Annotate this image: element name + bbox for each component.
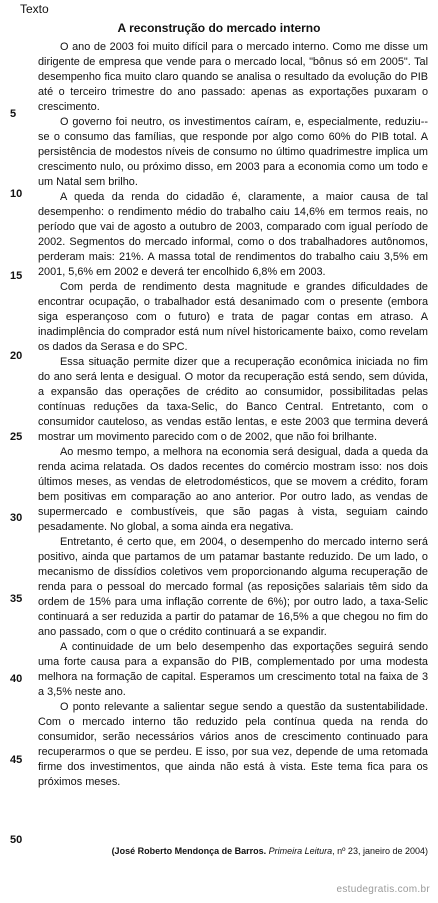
line-number: 35 [10,593,23,605]
paragraph: Essa situação permite dizer que a recuperação econômica iniciada no fim do ano será lenta e desigual. O motor da recuperação está sendo, sem dúvida, a expansão das operações de crédito ao consumidor, possibilitadas pelas contínuas reduções da taxa-Selic, do Banco Central. Entretanto, com o consumidor cauteloso, as vendas estão lentas, e este 2003 que termina deverá mostrar um movimento parecido com o de 2002, que não foi brilhante. [38,356,428,443]
paragraph: Ao mesmo tempo, a melhora na economia será desigual, dada a queda da renda acima relatada. Os dados recentes do comércio mostram isso: nos dois últimos meses, as vendas de eletrodomésticos, que se movem a crédito, foram bem positivas em comparação ao ano anterior. Por outro lado, as vendas de supermercado e combustíveis, que são pagas à vista, seguiam caindo pesadamente. No global, a soma ainda era negativa. [38,446,428,533]
paragraph: O ano de 2003 foi muito difícil para o mercado interno. Como me disse um dirigente de empresa que vende para o mercado local, "bônus só em 2005". Tal desempenho fica muito claro quando se analisa o resultado da evolução do PIB até o terceiro trimestre do ano passado: apenas as exportações puxaram o crescimento. [38,41,428,113]
watermark: estudegratis.com.br [336,884,430,895]
source-citation [112,846,428,856]
source-details: , nº 23, janeiro de 2004) [332,846,428,856]
paragraph: A queda da renda do cidadão é, claramente, a maior causa de tal desempenho: o rendimento médio do trabalho caiu 14,6% em termos reais, no período que vai de agosto a outubro de 2003, comparado com igual período de 2002. Segmentos do mercado informal, como o dos trabalhadores autônomos, perderam mais: 21%. A massa total de rendimentos do trabalho caiu 3,5% em 2001, 5,6% em 2002 e deverá ter encolhido 6,8% em 2003. [38,191,428,278]
line-number: 20 [10,350,23,362]
line-number: 45 [10,754,23,766]
paragraph: O ponto relevante a salientar segue sendo a questão da sustentabilidade. Com o mercado interno tão reduzido pela contínua queda na renda do consumidor, serão necessários vários anos de crescimento continuado para recuperarmos o que se perdeu. E isso, por sua vez, depende de uma retomada firme dos investimentos, que ainda não está à vista. Este tema fica para os próximos meses. [38,701,428,788]
article-title: A reconstrução do mercado interno [117,21,321,35]
line-number: 5 [10,108,17,120]
source-publication: Primeira Leitura [268,846,333,856]
line-number: 25 [10,431,23,443]
paragraph: Entretanto, é certo que, em 2004, o desempenho do mercado interno será positivo, ainda que partamos de um patamar bastante reduzido. De um lado, o mecanismo de dissídios coletivos vem proporcionando alguma recuperação de renda para o pessoal do mercado formal (as reposições salariais têm sido da ordem de 15% para uma inflação corrente de 6%); por outro lado, a taxa-Selic continuará a ser reduzida a partir do patamar de 16,5% a que chegou no fim do ano passado, com o que o crédito continuará a se expandir. [38,536,428,638]
line-number: 10 [10,188,23,200]
line-number: 50 [10,834,23,846]
line-number: 40 [10,673,23,685]
paragraph: A continuidade de um belo desempenho das exportações seguirá sendo uma forte causa para a expansão do PIB, complementado por uma modesta melhora na formação de capital. Esperamos um crescimento total na faixa de 3 a 3,5% neste ano. [38,641,428,698]
line-number: 15 [10,270,23,282]
line-number: 30 [10,512,23,524]
paragraph: O governo foi neutro, os investimentos caíram, e, especialmente, reduziu--se o consumo das famílias, que responde por algo como 60% do PIB total. A persistência de modestos níveis de consumo no último quadrimestre implica um crescimento nulo, ou próximo disso, em 2003 para a economia como um todo e um Natal sem brilho. [38,116,428,188]
paragraph: Com perda de rendimento desta magnitude e grandes dificuldades de encontrar ocupação, o trabalhador está desanimado com o presente (embora siga esperançoso com o futuro) e trata de pagar contas em atraso. A inadimplência do comprador está num nível historicamente baixo, como revelam os dados da Serasa e do SPC. [38,281,428,353]
article-body [38,40,428,790]
source-author: (José Roberto Mendonça de Barros. [111,846,267,856]
text-label: Texto [20,2,49,16]
